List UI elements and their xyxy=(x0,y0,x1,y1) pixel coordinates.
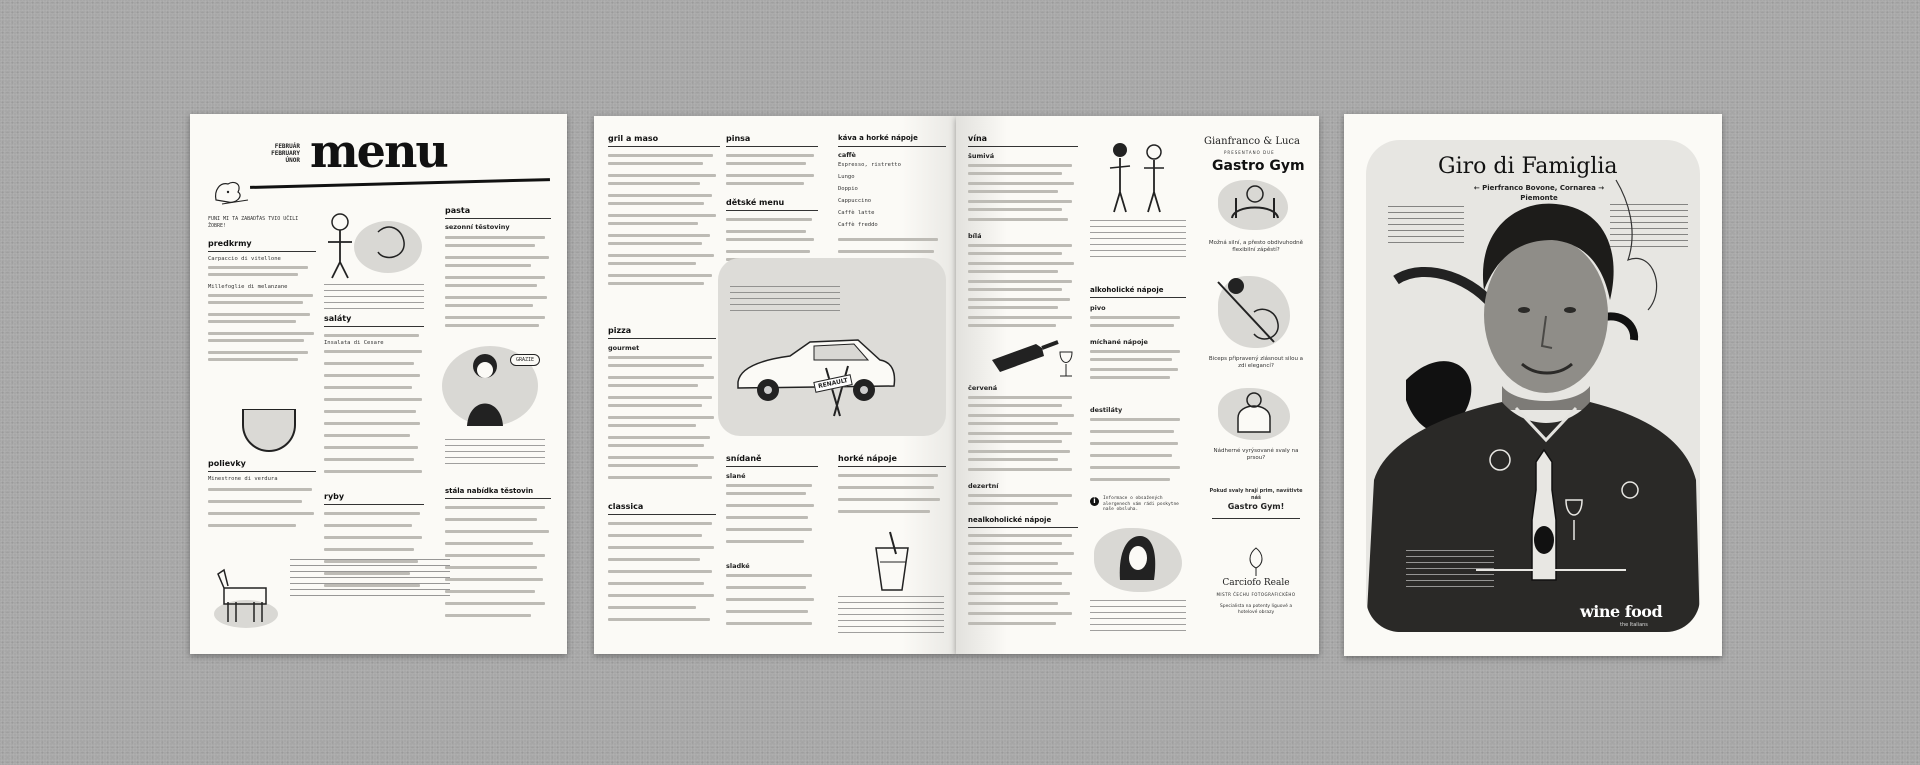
menu-item-line xyxy=(608,182,700,185)
menu-item-line xyxy=(726,610,808,613)
menu-item-line xyxy=(208,301,303,304)
month-label: FEBRUÁR xyxy=(274,143,300,150)
menu-item-line xyxy=(968,190,1058,193)
menu-item-line xyxy=(608,618,710,621)
menu-item-line xyxy=(968,262,1074,265)
menu-item-line xyxy=(1090,442,1178,445)
illustration-caption xyxy=(445,439,545,469)
section-alko: alkoholické nápoje xyxy=(1090,286,1164,294)
menu-item-line xyxy=(608,546,714,549)
menu-item-line xyxy=(208,524,296,527)
menu-item-line xyxy=(968,306,1058,309)
menu-item-line xyxy=(726,528,812,531)
section-gril: gril a maso xyxy=(608,134,659,143)
coffee-item: Lungo xyxy=(838,174,855,180)
menu-item-line xyxy=(968,172,1062,175)
menu-item-line xyxy=(608,376,714,379)
section-pinsa: pinsa xyxy=(726,134,751,143)
menu-item-line xyxy=(208,313,310,316)
subsection-destilaty: destiláty xyxy=(1090,406,1123,414)
menu-item-line xyxy=(208,294,313,297)
menu-item-line xyxy=(608,274,712,277)
speech-bubble: GRAZIE xyxy=(510,354,540,366)
menu-item-line xyxy=(608,558,700,561)
subsection-sumive: šumivá xyxy=(968,152,995,160)
section-salaty: saláty xyxy=(324,314,352,323)
menu-item-line xyxy=(968,182,1074,185)
menu-item-line xyxy=(968,244,1072,247)
menu-item-line xyxy=(968,414,1074,417)
drink-caption xyxy=(838,596,944,636)
month-labels xyxy=(270,143,300,164)
menu-item-line xyxy=(608,364,704,367)
menu-item-line xyxy=(608,416,714,419)
section-pasta: pasta xyxy=(445,206,471,215)
section-nealko: nealkoholické nápoje xyxy=(968,516,1052,524)
menu-item-line xyxy=(208,512,314,515)
menu-item-line xyxy=(1090,430,1174,433)
menu-item-line xyxy=(324,560,418,563)
menu-item-line xyxy=(208,351,308,354)
menu-item-line xyxy=(324,584,420,587)
gym-question-2: Biceps připravený zlásnout silou a zdi elegancí? xyxy=(1208,356,1304,369)
coffee-item: Caffè freddo xyxy=(838,222,878,228)
menu-item-line xyxy=(324,512,420,515)
menu-item-line xyxy=(726,504,814,507)
menu-item: Millefoglie di melanzane xyxy=(208,284,288,290)
menu-item-line xyxy=(726,492,806,495)
section-rule xyxy=(726,466,818,467)
soup-bowl-illustration xyxy=(242,409,296,452)
menu-leaf-mid-left xyxy=(594,116,956,654)
gym-cta: Pokud svaly hrají prim, navštivte náš xyxy=(1209,488,1303,501)
allergen-note: Informace o obsažených alergenech vám rádi poskytne naše obsluha. xyxy=(1103,496,1179,512)
menu-item-line xyxy=(208,332,314,335)
menu-item-line xyxy=(324,386,412,389)
menu-item-line xyxy=(445,566,537,569)
section-predkrmy: predkrmy xyxy=(208,239,252,248)
arrow-left-icon: ← xyxy=(1473,184,1480,192)
menu-item-line xyxy=(726,250,810,253)
menu-item-line xyxy=(608,282,704,285)
menu-item-line xyxy=(608,534,702,537)
menu-item-line xyxy=(445,542,533,545)
menu-item-line xyxy=(324,458,414,461)
portrait-caption xyxy=(1090,600,1186,634)
menu-item-line xyxy=(445,296,547,299)
coffee-item: Espresso, ristretto xyxy=(838,162,901,168)
section-rule xyxy=(208,251,316,252)
wine-food-logo-sub: the Italians xyxy=(1620,622,1648,628)
subsection-dezertni-label: dezertní xyxy=(968,482,999,490)
menu-leaf-mid-right xyxy=(956,116,1319,654)
menu-leaf-left xyxy=(190,114,567,654)
section-rule xyxy=(324,326,424,327)
menu-item-line xyxy=(608,234,710,237)
menu-item-line xyxy=(208,358,298,361)
menu-item-line xyxy=(726,218,812,221)
portrait-panel xyxy=(1366,140,1700,632)
menu-item-line xyxy=(445,602,545,605)
menu-item-line xyxy=(968,164,1072,167)
portrait-annotation-left xyxy=(1388,206,1464,246)
menu-item-line xyxy=(324,374,420,377)
couple-caption xyxy=(1090,220,1186,262)
menu-item-line xyxy=(608,162,703,165)
menu-item-line xyxy=(1090,478,1170,481)
menu-item-line xyxy=(608,570,712,573)
menu-item-line xyxy=(1090,316,1180,319)
subsection-michane: míchané nápoje xyxy=(1090,338,1148,346)
menu-item-line xyxy=(608,384,698,387)
menu-item-line xyxy=(968,298,1070,301)
menu-item-line xyxy=(445,554,545,557)
menu-item-line xyxy=(726,622,812,625)
menu-item-line xyxy=(324,572,410,575)
menu-item-line xyxy=(445,284,537,287)
subsection-caffe: caffè xyxy=(838,151,856,159)
section-stala: stála nabídka těstovin xyxy=(445,487,534,495)
gym-question-3: Nádherné vyrýsované svaly na prsou? xyxy=(1213,448,1299,461)
menu-item-line xyxy=(208,320,296,323)
menu-item-line xyxy=(968,404,1062,407)
menu-item-line xyxy=(968,552,1074,555)
menu-item-line xyxy=(1090,368,1178,371)
menu-item-line xyxy=(445,530,549,533)
menu-item-line xyxy=(324,446,418,449)
menu-item-line xyxy=(968,542,1062,545)
menu-item-line xyxy=(726,182,804,185)
info-icon: i xyxy=(1090,497,1099,506)
menu-item-line xyxy=(968,422,1058,425)
menu-item-line xyxy=(608,476,712,479)
menu-item-line xyxy=(445,236,545,239)
waiter-illustration xyxy=(318,202,428,282)
chef-doodle xyxy=(208,170,258,212)
illustration-caption xyxy=(324,284,424,314)
car-caption xyxy=(730,286,840,316)
chef-muscle-illustration xyxy=(1224,388,1284,440)
menu-item-line xyxy=(608,436,710,439)
donkey-illustration xyxy=(210,552,280,632)
menu-item-line xyxy=(968,450,1070,453)
strongman-illustration xyxy=(1222,178,1288,234)
giro-subtitle xyxy=(1454,184,1624,192)
artichoke-logo-icon xyxy=(1246,546,1266,576)
section-rule xyxy=(608,514,716,515)
menu-item-line xyxy=(838,474,938,477)
car-illustration xyxy=(730,316,900,426)
menu-item-line xyxy=(608,174,716,177)
menu-item-line xyxy=(608,154,713,157)
menu-item-line xyxy=(608,522,712,525)
menu-item-line xyxy=(1090,358,1172,361)
giro-title: Giro di Famiglia xyxy=(1438,154,1618,179)
menu-item-line xyxy=(324,536,422,539)
section-rule xyxy=(324,504,424,505)
gym-brand: Gastro Gym xyxy=(1212,158,1305,174)
menu-item-line xyxy=(445,590,535,593)
menu-leaf-right xyxy=(1344,114,1722,656)
car-sign: RENAULT xyxy=(813,374,852,393)
gym-brand-top: Gianfranco & Luca xyxy=(1204,136,1300,147)
giro-region: Piemonte xyxy=(1520,194,1558,202)
arrow-right-icon: → xyxy=(1598,184,1605,192)
month-label: ÚNOR xyxy=(285,157,300,164)
footer-note xyxy=(290,559,450,599)
menu-item-line xyxy=(968,432,1072,435)
menu-item-line xyxy=(968,612,1072,615)
menu-title: menu xyxy=(310,124,447,178)
section-pizza: pizza xyxy=(608,326,632,335)
menu-item-line xyxy=(445,518,537,521)
menu-item-line xyxy=(324,410,416,413)
menu-item-line xyxy=(608,606,696,609)
menu-item-line xyxy=(445,506,545,509)
menu-item-line xyxy=(445,578,543,581)
menu-item-line xyxy=(324,362,414,365)
coffee-item: Cappuccino xyxy=(838,198,872,204)
section-rule xyxy=(968,527,1078,528)
menu-item: Minestrone di verdura xyxy=(208,476,278,482)
subsection-slane: slané xyxy=(726,472,746,480)
menu-item-line xyxy=(968,208,1062,211)
menu-item-line xyxy=(1090,466,1180,469)
menu-item-line xyxy=(968,396,1072,399)
intro-text: FUNI MI TA ZABADŤAS TVIO UČILI ŽOBRE! xyxy=(208,216,299,229)
subsection-gourmet: gourmet xyxy=(608,344,640,352)
subsection-bila: bílá xyxy=(968,232,982,240)
menu-item-line xyxy=(1090,418,1180,421)
gym-cta-brand: Gastro Gym! xyxy=(1227,502,1285,511)
section-ryby: ryby xyxy=(324,492,345,501)
menu-item-line xyxy=(608,456,714,459)
menu-item-line xyxy=(324,334,419,337)
menu-item-line xyxy=(608,254,714,257)
menu-item-line xyxy=(968,534,1072,537)
menu-item-line xyxy=(324,398,422,401)
drink-illustration xyxy=(862,528,922,594)
menu-item-line xyxy=(1090,454,1172,457)
couple-illustration xyxy=(1094,136,1184,216)
section-rule xyxy=(608,146,720,147)
rower-illustration xyxy=(1214,272,1294,352)
menu-item: Carpaccio di vitellone xyxy=(208,256,281,262)
gym-question-1: Možná silní, a přesto obdivuhodně flexibilní zápěstí? xyxy=(1208,240,1304,253)
wine-food-logo: wine food xyxy=(1580,602,1663,621)
menu-item-line xyxy=(608,242,702,245)
menu-item-line xyxy=(968,288,1062,291)
menu-item-line xyxy=(968,622,1056,625)
section-rule xyxy=(838,146,946,147)
section-rule xyxy=(726,210,818,211)
menu-item-line xyxy=(968,324,1056,327)
menu-item-line xyxy=(1090,324,1174,327)
menu-item-line xyxy=(968,592,1070,595)
subsection-sladke: sladké xyxy=(726,562,750,570)
menu-item-line xyxy=(968,502,1058,505)
month-label: FEBRUARY xyxy=(271,150,300,157)
menu-item-line xyxy=(968,572,1072,575)
menu-item-line xyxy=(324,548,414,551)
menu-item-line xyxy=(324,470,422,473)
menu-item-line xyxy=(968,494,1072,497)
logo-sub: MISTR ČECHU FOTOGRAFICKÉHO xyxy=(1216,592,1296,597)
menu-item-line xyxy=(608,582,704,585)
section-kava: káva a horké nápoje xyxy=(838,134,918,142)
menu-item-line xyxy=(208,339,304,342)
menu-item-line xyxy=(726,574,812,577)
menu-item-line xyxy=(726,598,814,601)
menu-item-line xyxy=(608,396,712,399)
menu-item-line xyxy=(324,422,420,425)
menu-item-line xyxy=(838,486,934,489)
subsection-sezonni: sezonní těstoviny xyxy=(445,223,510,231)
gym-rule xyxy=(1212,518,1300,519)
menu-item-line xyxy=(726,484,812,487)
logo-note: Specialista na potenty liguové a hotelové obrazy xyxy=(1219,604,1293,615)
menu-item-line xyxy=(726,516,808,519)
menu-item-line xyxy=(608,424,696,427)
menu-item-line xyxy=(208,500,302,503)
menu-item: Insalata di Cesare xyxy=(324,340,384,346)
section-rule xyxy=(208,471,316,472)
menu-item-line xyxy=(608,594,714,597)
menu-item-line xyxy=(608,262,696,265)
menu-item-line xyxy=(726,154,814,157)
menu-item-line xyxy=(445,614,531,617)
menu-item-line xyxy=(968,602,1058,605)
section-rule xyxy=(968,146,1078,147)
menu-item-line xyxy=(445,324,539,327)
section-rule xyxy=(726,146,818,147)
section-rule xyxy=(608,338,716,339)
menu-item-line xyxy=(726,230,806,233)
menu-item-line xyxy=(608,464,698,467)
menu-item-line xyxy=(608,444,704,447)
section-rule xyxy=(1090,297,1186,298)
menu-item-line xyxy=(968,582,1062,585)
section-polievky: polievky xyxy=(208,459,246,468)
section-vina: vína xyxy=(968,134,988,143)
gym-brand-sub: PRESENTANO DUE xyxy=(1224,150,1275,155)
menu-item-line xyxy=(968,562,1058,565)
section-rule xyxy=(445,498,551,499)
woman-illustration xyxy=(435,336,555,436)
section-rule xyxy=(838,466,946,467)
menu-item-line xyxy=(968,280,1072,283)
menu-item-line xyxy=(445,304,533,307)
menu-item-line xyxy=(838,238,938,241)
menu-item-line xyxy=(208,273,298,276)
menu-item-line xyxy=(838,510,930,513)
menu-item-line xyxy=(726,238,814,241)
woman-portrait-illustration xyxy=(1112,530,1162,590)
portrait-annotation-right xyxy=(1610,204,1688,248)
section-horke: horké nápoje xyxy=(838,454,897,463)
menu-item-line xyxy=(968,440,1062,443)
menu-item-line xyxy=(968,218,1068,221)
subsection-cervena: červená xyxy=(968,384,998,392)
giro-subtitle-text: Pierfranco Bovone, Cornarea xyxy=(1482,184,1596,192)
menu-item-line xyxy=(968,270,1058,273)
menu-item-line xyxy=(838,498,940,501)
menu-item-line xyxy=(968,200,1072,203)
menu-item-line xyxy=(1090,376,1170,379)
header-rule xyxy=(250,178,550,189)
menu-item-line xyxy=(726,162,806,165)
section-snidane: snídaně xyxy=(726,454,762,463)
menu-item-line xyxy=(968,468,1072,471)
menu-item-line xyxy=(324,350,422,353)
logo-name: Carciofo Reale xyxy=(1222,578,1290,588)
menu-item-line xyxy=(608,356,712,359)
section-classica: classica xyxy=(608,502,644,511)
menu-item-line xyxy=(445,256,549,259)
menu-item-line xyxy=(968,458,1058,461)
menu-item-line xyxy=(1090,350,1180,353)
menu-item-line xyxy=(726,174,814,177)
menu-item-line xyxy=(726,586,806,589)
menu-item-line xyxy=(445,244,535,247)
menu-item-line xyxy=(445,316,545,319)
menu-item-line xyxy=(838,250,934,253)
menu-item-line xyxy=(324,434,410,437)
menu-item-line xyxy=(968,316,1072,319)
menu-item-line xyxy=(208,488,312,491)
menu-item-line xyxy=(208,266,308,269)
menu-item-line xyxy=(608,214,716,217)
coffee-item: Caffè latte xyxy=(838,210,875,216)
menu-item-line xyxy=(968,252,1062,255)
coffee-item: Doppio xyxy=(838,186,858,192)
menu-item-line xyxy=(608,202,704,205)
section-rule xyxy=(445,218,551,219)
menu-item-line xyxy=(726,540,804,543)
subsection-pivo: pivo xyxy=(1090,304,1106,312)
menu-item-line xyxy=(324,524,412,527)
menu-item-line xyxy=(608,222,698,225)
portrait-annotation-bottom xyxy=(1406,550,1494,590)
menu-item-line xyxy=(445,264,531,267)
menu-item-line xyxy=(445,276,545,279)
menu-item-line xyxy=(608,404,702,407)
menu-item-line xyxy=(608,194,712,197)
section-detske: dětské menu xyxy=(726,198,785,207)
wine-bottle-illustration xyxy=(986,330,1076,380)
